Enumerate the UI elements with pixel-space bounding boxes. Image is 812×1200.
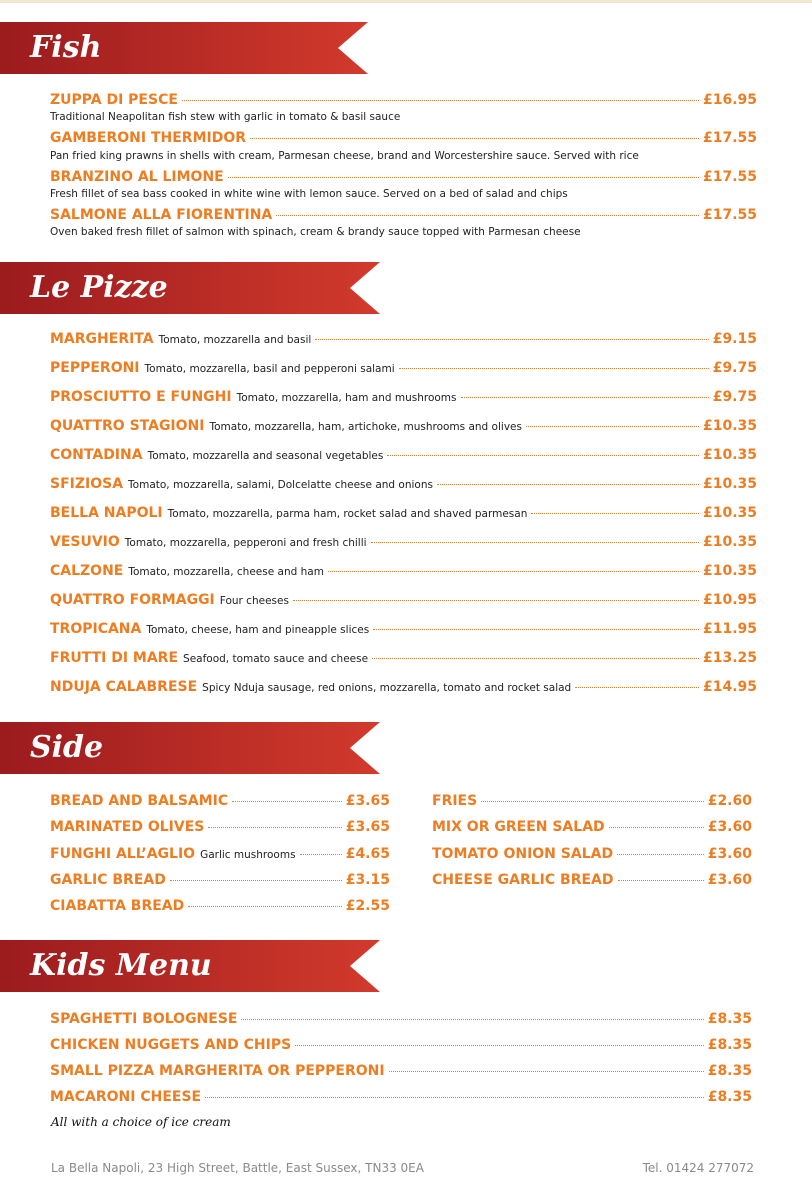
item-price: £17.55	[702, 169, 757, 185]
menu-item-row	[50, 331, 757, 347]
dot-leader	[372, 658, 699, 659]
item-price: £10.95	[702, 592, 757, 608]
item-name: SALMONE ALLA FIORENTINA	[50, 207, 273, 223]
item-description: Pan fried king prawns in shells with cream, Parmesan cheese, brand and Worcestershire sauce. Served with rice	[50, 150, 639, 162]
item-description: Spicy Nduja sausage, red onions, mozzarella, tomato and rocket salad	[202, 682, 572, 694]
item-description: Fresh fillet of sea bass cooked in white wine with lemon sauce. Served on a bed of salad and chips	[50, 188, 568, 200]
menu-item-row	[50, 592, 757, 608]
item-price: £3.65	[345, 793, 390, 809]
dot-leader	[399, 368, 709, 369]
side-section-banner	[0, 722, 382, 774]
item-name: MACARONI CHEESE	[50, 1089, 202, 1105]
item-name: SMALL PIZZA MARGHERITA OR PEPPERONI	[50, 1063, 385, 1079]
dot-leader	[328, 571, 699, 572]
item-name: SFIZIOSA	[50, 476, 124, 492]
item-price: £8.35	[707, 1089, 752, 1105]
menu-item-row	[50, 679, 757, 695]
item-price: £2.55	[345, 898, 390, 914]
item-name: CONTADINA	[50, 447, 143, 463]
dot-leader	[208, 827, 341, 828]
menu-item-row	[50, 846, 390, 862]
item-name: CIABATTA BREAD	[50, 898, 185, 914]
item-description: Seafood, tomato sauce and cheese	[183, 653, 369, 665]
footer-address: La Bella Napoli, 23 High Street, Battle, East Sussex, TN33 0EA	[51, 1161, 424, 1175]
item-name: CALZONE	[50, 563, 124, 579]
dot-leader	[481, 801, 704, 802]
menu-item-row	[432, 872, 752, 888]
item-description: Tomato, mozzarella, parma ham, rocket salad and shaved parmesan	[167, 508, 528, 520]
dot-leader	[232, 801, 342, 802]
item-description: Tomato, cheese, ham and pineapple slices	[146, 624, 370, 636]
item-price: £3.60	[707, 846, 752, 862]
item-description: Tomato, mozzarella, ham, artichoke, mushrooms and olives	[209, 421, 522, 433]
item-price: £10.35	[702, 505, 757, 521]
dot-leader	[182, 100, 699, 101]
item-name: FRIES	[432, 793, 478, 809]
item-name: QUATTRO FORMAGGI	[50, 592, 215, 608]
dot-leader	[373, 629, 699, 630]
item-price: £9.15	[712, 331, 757, 347]
dot-leader	[228, 177, 699, 178]
item-name: MARINATED OLIVES	[50, 819, 205, 835]
section-title-side: Side	[30, 730, 104, 765]
item-description: Traditional Neapolitan fish stew with garlic in tomato & basil sauce	[50, 111, 401, 123]
menu-item-row	[50, 360, 757, 376]
menu-item-row	[50, 418, 757, 434]
item-price: £16.95	[702, 92, 757, 108]
menu-item-row	[50, 476, 757, 492]
item-name: PEPPERONI	[50, 360, 140, 376]
item-name: CHICKEN NUGGETS AND CHIPS	[50, 1037, 292, 1053]
item-name: TROPICANA	[50, 621, 142, 637]
item-name: GAMBERONI THERMIDOR	[50, 130, 247, 146]
dot-leader	[250, 138, 699, 139]
kids-menu-note: All with a choice of ice cream	[51, 1115, 231, 1129]
item-description: Four cheeses	[219, 595, 289, 607]
item-price: £9.75	[712, 389, 757, 405]
section-title-pizze: Le Pizze	[30, 270, 168, 305]
item-name: CHEESE GARLIC BREAD	[432, 872, 614, 888]
item-price: £10.35	[702, 476, 757, 492]
item-name: ZUPPA DI PESCE	[50, 92, 178, 108]
menu-item-row	[50, 92, 757, 108]
menu-item-row	[432, 846, 752, 862]
item-price: £14.95	[702, 679, 757, 695]
menu-item-row	[50, 534, 757, 550]
menu-item-row	[50, 793, 390, 809]
dot-leader	[387, 455, 699, 456]
kids-section-banner	[0, 940, 382, 992]
item-name: GARLIC BREAD	[50, 872, 166, 888]
dot-leader	[617, 854, 704, 855]
dot-leader	[300, 854, 342, 855]
item-price: £3.60	[707, 872, 752, 888]
menu-item-row	[50, 447, 757, 463]
item-price: £10.35	[702, 563, 757, 579]
item-name: MIX OR GREEN SALAD	[432, 819, 605, 835]
item-price: £8.35	[707, 1063, 752, 1079]
item-name: BELLA NAPOLI	[50, 505, 163, 521]
menu-item-row	[50, 650, 757, 666]
menu-item-row	[50, 1063, 752, 1079]
item-price: £2.60	[707, 793, 752, 809]
item-price: £13.25	[702, 650, 757, 666]
item-name: VESUVIO	[50, 534, 120, 550]
dot-leader	[461, 397, 709, 398]
menu-item-row	[50, 1089, 752, 1105]
menu-item-row	[50, 819, 390, 835]
menu-item-row	[50, 207, 757, 223]
menu-item-row	[50, 505, 757, 521]
item-description: Tomato, mozzarella, pepperoni and fresh chilli	[124, 537, 367, 549]
item-price: £17.55	[702, 130, 757, 146]
menu-item-row	[50, 1037, 752, 1053]
item-price: £11.95	[702, 621, 757, 637]
item-name: SPAGHETTI BOLOGNESE	[50, 1011, 238, 1027]
item-price: £10.35	[702, 534, 757, 550]
item-price: £9.75	[712, 360, 757, 376]
item-price: £8.35	[707, 1037, 752, 1053]
menu-item-row	[50, 621, 757, 637]
section-title-fish: Fish	[30, 30, 102, 65]
dot-leader	[575, 687, 699, 688]
dot-leader	[188, 906, 341, 907]
item-price: £10.35	[702, 447, 757, 463]
menu-item-row	[50, 898, 390, 914]
item-price: £3.60	[707, 819, 752, 835]
dot-leader	[531, 513, 699, 514]
dot-leader	[371, 542, 699, 543]
dot-leader	[241, 1019, 703, 1020]
pizze-section-banner	[0, 262, 382, 314]
dot-leader	[276, 215, 699, 216]
menu-item-row	[50, 169, 757, 185]
menu-item-row	[50, 563, 757, 579]
item-name: PROSCIUTTO E FUNGHI	[50, 389, 232, 405]
item-price: £3.65	[345, 819, 390, 835]
dot-leader	[205, 1097, 704, 1098]
menu-item-row	[432, 819, 752, 835]
item-price: £3.15	[345, 872, 390, 888]
item-name: FUNGHI ALL’AGLIO	[50, 846, 196, 862]
dot-leader	[295, 1045, 703, 1046]
item-description: Tomato, mozzarella and basil	[158, 334, 312, 346]
menu-item-row	[50, 130, 757, 146]
item-description: Garlic mushrooms	[200, 849, 296, 861]
dot-leader	[315, 339, 708, 340]
item-name: QUATTRO STAGIONI	[50, 418, 205, 434]
item-price: £8.35	[707, 1011, 752, 1027]
item-description: Tomato, mozzarella, basil and pepperoni salami	[144, 363, 395, 375]
item-name: NDUJA CALABRESE	[50, 679, 198, 695]
dot-leader	[293, 600, 699, 601]
item-description: Tomato, mozzarella, cheese and ham	[128, 566, 324, 578]
item-name: BREAD AND BALSAMIC	[50, 793, 229, 809]
item-price: £4.65	[345, 846, 390, 862]
dot-leader	[609, 827, 704, 828]
item-description: Tomato, mozzarella, ham and mushrooms	[236, 392, 457, 404]
item-name: MARGHERITA	[50, 331, 154, 347]
item-description: Tomato, mozzarella and seasonal vegetables	[147, 450, 384, 462]
dot-leader	[437, 484, 699, 485]
top-border	[0, 0, 812, 3]
dot-leader	[526, 426, 699, 427]
dot-leader	[618, 880, 704, 881]
footer-telephone: Tel. 01424 277072	[642, 1161, 754, 1175]
item-description: Oven baked fresh fillet of salmon with spinach, cream & brandy sauce topped with Parmesan cheese	[50, 226, 581, 238]
menu-item-row	[432, 793, 752, 809]
dot-leader	[170, 880, 342, 881]
item-price: £10.35	[702, 418, 757, 434]
fish-section-banner	[0, 22, 370, 74]
dot-leader	[389, 1071, 704, 1072]
item-name: BRANZINO AL LIMONE	[50, 169, 224, 185]
item-description: Tomato, mozzarella, salami, Dolcelatte cheese and onions	[128, 479, 433, 491]
item-name: TOMATO ONION SALAD	[432, 846, 614, 862]
item-name: FRUTTI DI MARE	[50, 650, 179, 666]
item-price: £17.55	[702, 207, 757, 223]
menu-item-row	[50, 389, 757, 405]
section-title-kids: Kids Menu	[30, 948, 212, 983]
menu-item-row	[50, 872, 390, 888]
menu-item-row	[50, 1011, 752, 1027]
